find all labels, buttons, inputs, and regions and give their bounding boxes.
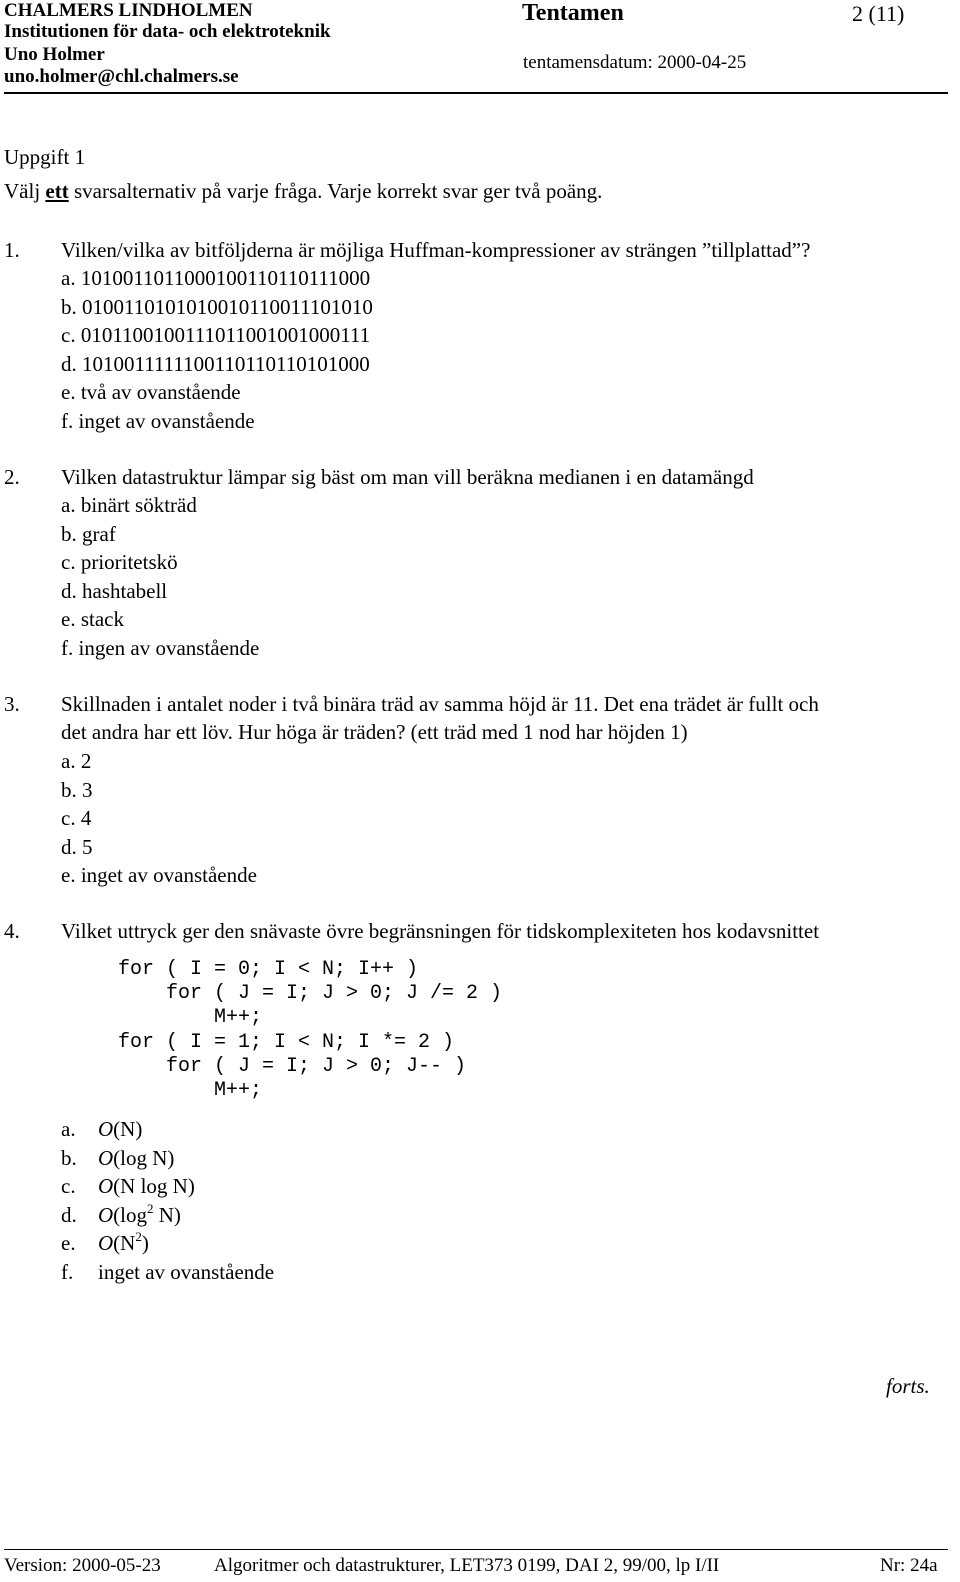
option-list: [61, 747, 257, 890]
page-number: 2 (11): [852, 1, 905, 26]
option-item: e. inget av ovanstående: [61, 863, 257, 888]
option-item: c. O(N log N): [61, 1174, 195, 1199]
option-item: a. binärt sökträd: [61, 493, 197, 517]
footer-course: Algoritmer och datastrukturer, LET373 0199, DAI 2, 99/00, lp I/II: [214, 1555, 720, 1576]
option-item: c. 0101100100111011001001000111: [61, 323, 371, 348]
task-title: Uppgift 1: [4, 145, 86, 169]
institution-name: CHALMERS LINDHOLMEN: [4, 0, 253, 21]
option-item: f. inget av ovanstående: [61, 1259, 275, 1284]
doc-title: Tentamen: [522, 0, 624, 26]
question-number: 3.: [4, 692, 20, 716]
author-email: uno.holmer@chl.chalmers.se: [4, 66, 239, 87]
question-text: Vilket uttryck ger den snävaste övre begränsningen för tidskomplexiteten hos kodavsnittet: [61, 919, 820, 943]
option-item: a. 1010011011000100110110111000: [61, 266, 371, 290]
option-item: a. 2: [61, 749, 92, 773]
option-item: d. hashtabell: [61, 578, 168, 603]
question-number: 2.: [4, 465, 20, 489]
code-line: for ( J = I; J > 0; J /= 2 ): [118, 982, 503, 1006]
option-item: f. ingen av ovanstående: [61, 635, 260, 660]
option-item: c. 4: [61, 806, 92, 831]
option-item: b. 0100110101010010110011101010: [61, 294, 373, 319]
exam-date: tentamensdatum: 2000-04-25: [523, 52, 747, 73]
option-list: [61, 491, 259, 663]
option-item: d. $O(\log^2$ N): [61, 1200, 181, 1227]
option-list: [61, 1115, 274, 1287]
question-text: Skillnaden i antalet noder i två binära träd av samma höjd är 11. Det ena trädet är fullt och: [61, 692, 819, 716]
option-item: b. graf: [61, 521, 116, 546]
footer-version: Version: 2000-05-23: [4, 1555, 161, 1576]
department-name: Institutionen för data- och elektroteknik: [4, 21, 331, 42]
footer-rule: [4, 1549, 948, 1550]
code-line: for ( I = 0; I < N; I++ ): [118, 958, 419, 981]
code-line: for ( J = I; J > 0; J-- ): [118, 1054, 467, 1078]
option-item: e. två av ovanstående: [61, 380, 241, 405]
option-item: d. 5: [61, 834, 93, 859]
code-block: [118, 958, 502, 1103]
question-text: Vilken datastruktur lämpar sig bäst om man vill beräkna medianen i en datamängd: [61, 465, 754, 489]
option-item: e. stack: [61, 607, 124, 632]
option-item: d. 1010011111100110110110101000: [61, 351, 370, 376]
code-line: for ( I = 1; I < N; I *= 2 ): [118, 1030, 455, 1054]
emphasis-word: ett: [45, 179, 69, 203]
option-item: a. O(N): [61, 1117, 143, 1141]
code-line: M++;: [118, 1079, 263, 1103]
code-line: M++;: [118, 1006, 263, 1030]
footer-number: Nr: 24a: [880, 1555, 938, 1576]
question-number: 4.: [4, 919, 20, 943]
task-intro: Välj ett svarsalternativ på varje fråga. Varje korrekt svar ger två poäng.: [4, 179, 603, 203]
option-item: e. $O(N^2)$: [61, 1229, 149, 1256]
continued-label: forts.: [886, 1374, 930, 1398]
option-item: b. 3: [61, 777, 93, 802]
header-rule: [4, 92, 948, 94]
question-number: 1.: [4, 238, 20, 262]
question-text: Vilken/vilka av bitföljderna är möjliga Huffman-kompressioner av strängen ”tillplattad”?: [61, 238, 811, 262]
option-list: [61, 264, 373, 436]
question-text: det andra har ett löv. Hur höga är träden? (ett träd med 1 nod har höjden 1): [61, 720, 688, 744]
option-item: c. prioritetskö: [61, 550, 178, 575]
option-item: f. inget av ovanstående: [61, 408, 255, 433]
author-name: Uno Holmer: [4, 44, 105, 65]
option-item: b. O(log N): [61, 1145, 175, 1170]
